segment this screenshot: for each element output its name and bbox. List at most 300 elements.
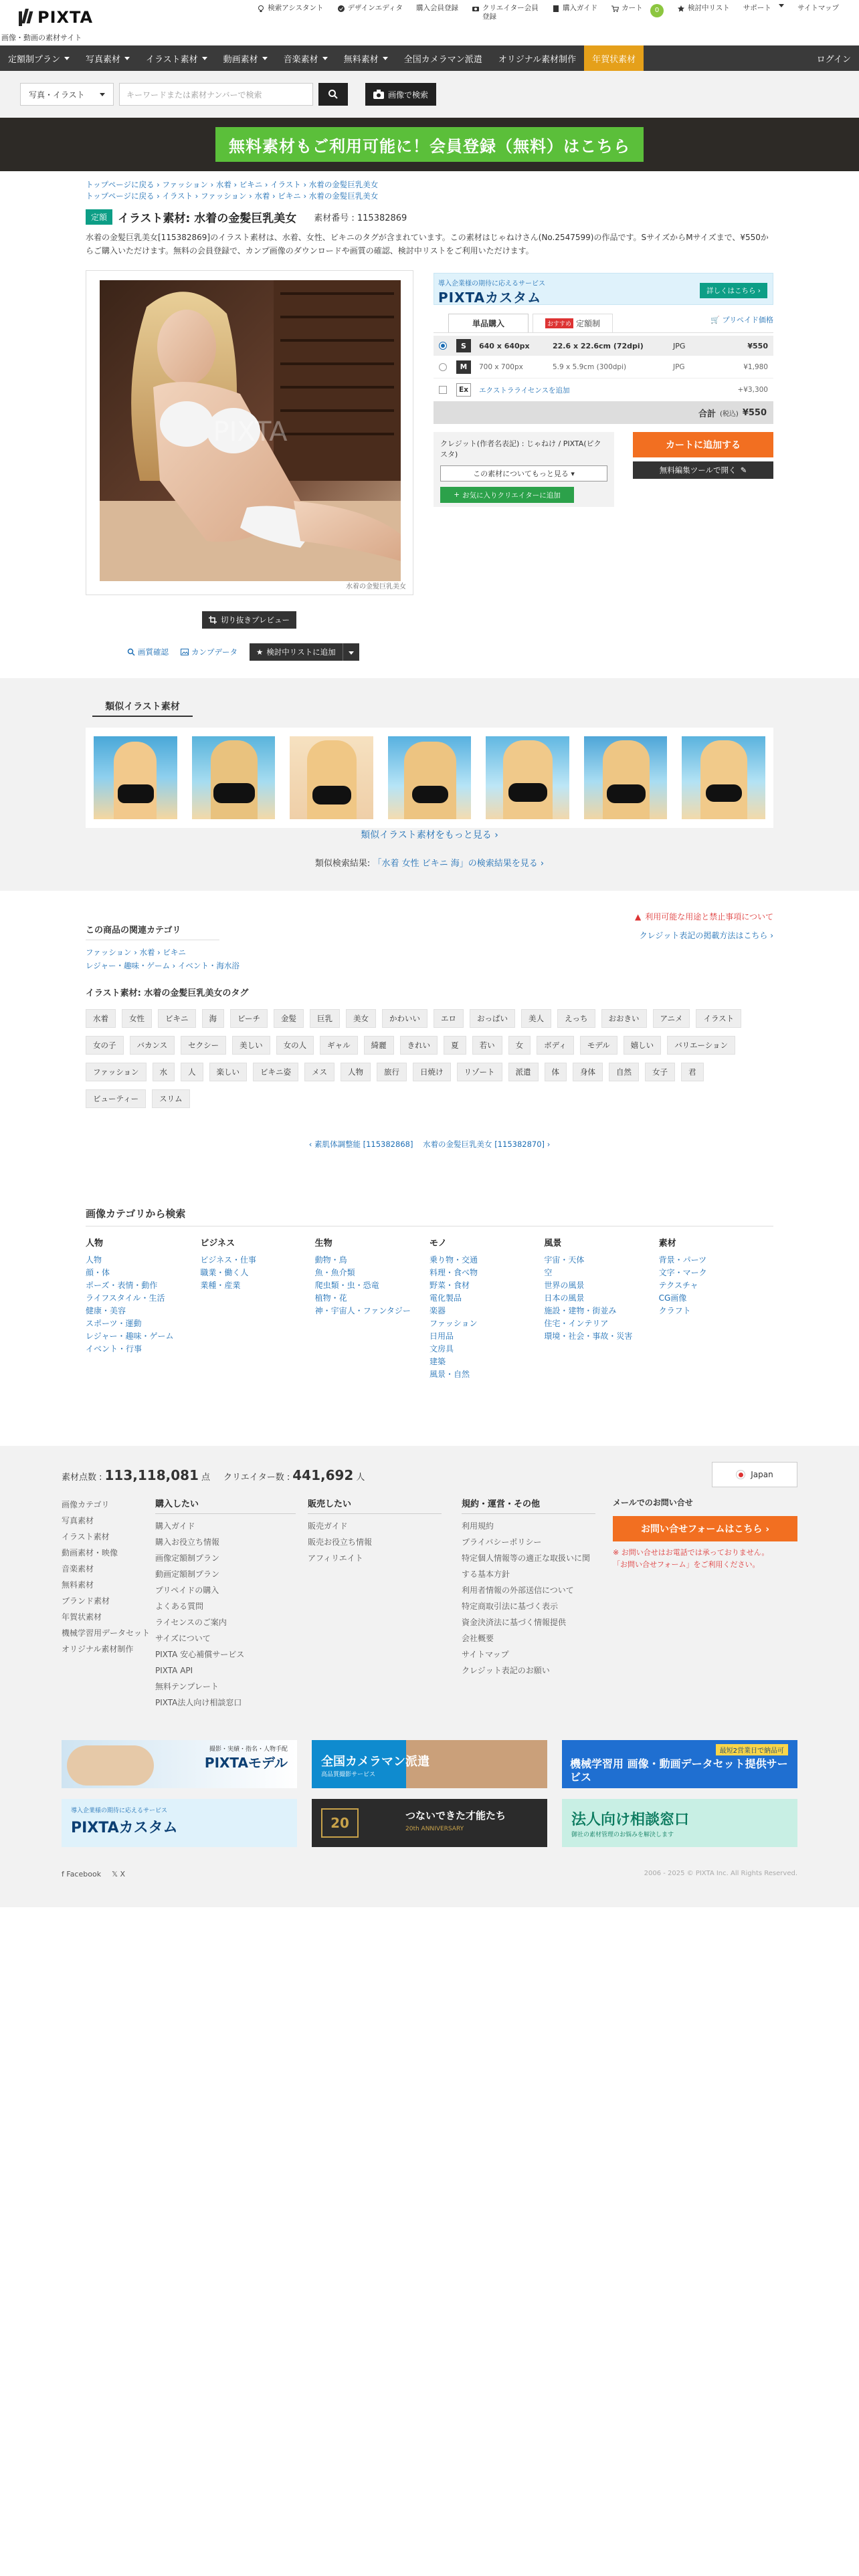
ex-license-price: +¥3,300 xyxy=(737,386,768,394)
tag-chip[interactable]: 身体 xyxy=(573,1063,603,1081)
size-row-s[interactable] xyxy=(434,336,773,356)
material-number: 素材番号 : 115382869 xyxy=(314,213,407,223)
similar-thumbnail[interactable] xyxy=(94,736,177,819)
ad-pixta-model[interactable] xyxy=(62,1740,297,1788)
tag-chip[interactable]: 旅行 xyxy=(377,1063,407,1081)
category-link[interactable]: クラフト xyxy=(658,1306,691,1315)
category-link[interactable]: 日用品 xyxy=(429,1331,454,1341)
tab-single[interactable]: 単品購入 xyxy=(448,314,529,332)
topnav-label: 検索アシスタント xyxy=(268,4,324,12)
tag-chip[interactable]: 嬉しい xyxy=(624,1036,662,1055)
tag-chip[interactable]: ビューティー xyxy=(86,1089,146,1108)
category-link[interactable]: CG画像 xyxy=(658,1293,687,1303)
footer-terms-links xyxy=(462,1518,595,1679)
topnav-sitemap[interactable] xyxy=(791,3,846,23)
plus-icon: + xyxy=(454,491,460,499)
footer-link[interactable]: 購入お役立ち情報 xyxy=(155,1537,220,1547)
topnav-label: 検討中リスト xyxy=(688,4,730,12)
total-row xyxy=(434,401,773,424)
similar-search-link[interactable]: 「水着 女性 ビキニ 海」の検索結果を見る › xyxy=(373,859,545,869)
ex-license-row[interactable] xyxy=(434,379,773,401)
page-title: イラスト素材: 水着の金髪巨乳美女 xyxy=(118,212,297,225)
nav-label: 年賀状素材 xyxy=(592,54,636,65)
more-about-button[interactable]: この素材についてもっと見る ▾ xyxy=(440,465,607,481)
category-link[interactable]: 野菜・食材 xyxy=(429,1281,470,1290)
facebook-icon: f xyxy=(62,1870,64,1879)
footer-link[interactable]: 機械学習用データセット xyxy=(62,1628,151,1638)
size-code: Ex xyxy=(456,383,471,397)
related-category-link[interactable]: ファッション › 水着 › ビキニ xyxy=(86,948,186,957)
category-column xyxy=(544,1236,658,1381)
size-format: JPG xyxy=(673,362,685,371)
tag-chip[interactable]: モデル xyxy=(580,1036,617,1055)
footer-sell-heading: 販売したい xyxy=(308,1497,442,1514)
pager xyxy=(86,1139,773,1150)
footer-link[interactable]: アフィリエイト xyxy=(308,1553,363,1563)
footer-terms-heading: 規約・運営・その他 xyxy=(462,1497,595,1514)
mail-note: ※ お問い合せはお電話では承っておりません。 xyxy=(613,1548,769,1557)
tag-chip[interactable]: ビーチ xyxy=(230,1009,268,1028)
category-column-title: 素材 xyxy=(658,1239,676,1249)
cart-icon: 🛒 xyxy=(710,315,720,324)
category-link[interactable]: スポーツ・運動 xyxy=(86,1319,142,1328)
related-category-link[interactable]: レジャー・趣味・ゲーム › イベント・海水浴 xyxy=(86,961,240,970)
footer-link[interactable]: 購入ガイド xyxy=(155,1521,195,1531)
nav-video[interactable] xyxy=(215,45,276,71)
tag-chip[interactable]: バカンス xyxy=(130,1036,175,1055)
similar-heading: 類似イラスト素材 xyxy=(92,700,193,717)
category-columns xyxy=(86,1236,773,1381)
tag-chip[interactable]: きれい xyxy=(400,1036,438,1055)
category-link[interactable]: 人物 xyxy=(86,1255,102,1265)
crop-preview-label: 切り抜きプレビュー xyxy=(221,615,290,625)
tag-chip[interactable]: エロ xyxy=(434,1009,464,1028)
tag-chip[interactable]: 女子 xyxy=(645,1063,675,1081)
tag-chip[interactable]: 海 xyxy=(202,1009,225,1028)
ad-sub: 20th ANNIVERSARY xyxy=(405,1826,464,1832)
nav-nengajo[interactable] xyxy=(584,45,644,71)
title-row xyxy=(86,209,773,225)
main-nav xyxy=(0,45,859,71)
custom-banner-button[interactable]: 詳しくはこちら › xyxy=(700,283,767,298)
watermark: PIXTA xyxy=(213,417,288,447)
similar-thumbnail[interactable] xyxy=(682,736,765,819)
recommended-badge: おすすめ xyxy=(545,318,573,328)
footer-link[interactable]: クレジット表記のお願い xyxy=(462,1666,550,1675)
image-caption: 水着の金髪巨乳美女 xyxy=(346,583,406,591)
topnav-design-editor[interactable] xyxy=(330,3,409,23)
category-column-title: ビジネス xyxy=(200,1239,235,1249)
footer-mail xyxy=(613,1497,797,1570)
topnav-label: サポート xyxy=(743,4,771,12)
similar-thumbnail[interactable] xyxy=(388,736,472,819)
nav-label: 定額制プラン xyxy=(8,54,61,65)
count-unit: 点 xyxy=(201,1473,210,1483)
search-button[interactable] xyxy=(318,83,348,106)
copyright: 2006 - 2025 © PIXTA Inc. All Rights Reserved. xyxy=(644,1870,797,1877)
similar-more-link[interactable] xyxy=(0,828,859,841)
category-link[interactable]: 世界の風景 xyxy=(544,1281,585,1290)
add-to-cart-button[interactable]: カートに追加する xyxy=(633,432,773,457)
footer-link[interactable]: 特定商取引法に基づく表示 xyxy=(462,1602,559,1611)
credit-method-link[interactable]: クレジット表記の掲載方法はこちら › xyxy=(639,931,773,940)
category-link[interactable]: 健康・美容 xyxy=(86,1306,126,1315)
x-label: X xyxy=(120,1870,125,1879)
tag-chip[interactable]: 美しい xyxy=(232,1036,270,1055)
nav-plan[interactable] xyxy=(0,45,78,71)
category-link[interactable]: 神・宇宙人・ファンタジー xyxy=(314,1306,411,1315)
footer-link[interactable]: 会社概要 xyxy=(462,1634,494,1643)
ad-title: 全国カメラマン派遣 xyxy=(321,1755,430,1769)
topnav-support[interactable] xyxy=(737,3,791,23)
tag-chip[interactable]: ギャル xyxy=(320,1036,358,1055)
footer-link[interactable]: 音楽素材 xyxy=(62,1564,94,1574)
topnav-cart[interactable] xyxy=(604,3,670,23)
logo[interactable] xyxy=(19,8,93,27)
nav-label: 全国カメラマン派遣 xyxy=(403,54,482,65)
image-search-label: 画像で検索 xyxy=(388,90,429,100)
footer-link[interactable]: 販売お役立ち情報 xyxy=(308,1537,373,1547)
ad-title: 機械学習用 画像・動画データセット提供サービス xyxy=(570,1757,788,1784)
category-column xyxy=(200,1236,314,1381)
nav-cameraman[interactable] xyxy=(396,45,490,71)
search-icon xyxy=(328,89,339,100)
category-link[interactable]: 魚・魚介類 xyxy=(314,1268,355,1277)
footer-link[interactable]: プリペイドの購入 xyxy=(155,1586,219,1595)
tag-chip[interactable]: 女 xyxy=(508,1036,531,1055)
chevron-down-icon xyxy=(779,4,784,7)
similar-thumbnail[interactable] xyxy=(486,736,569,819)
footer-link[interactable]: ブランド素材 xyxy=(62,1596,110,1606)
tag-chip[interactable]: 金髪 xyxy=(274,1009,304,1028)
register-banner-button[interactable]: 無料素材もご利用可能に！会員登録（無料）はこちら xyxy=(215,127,644,162)
footer-link[interactable]: 無料テンプレート xyxy=(155,1682,219,1691)
tag-chip[interactable]: 女性 xyxy=(122,1009,152,1028)
category-link[interactable]: 顔・体 xyxy=(86,1268,110,1277)
size-code: M xyxy=(456,360,471,374)
tag-chip[interactable]: 君 xyxy=(681,1063,704,1081)
tag-chip[interactable]: 夏 xyxy=(444,1036,466,1055)
similar-search xyxy=(0,856,859,869)
topnav-search-assistant[interactable] xyxy=(250,3,330,23)
footer-link[interactable]: 利用規約 xyxy=(462,1521,494,1531)
x-icon: 𝕏 xyxy=(112,1870,118,1879)
footer-link[interactable]: 画像定額制プラン xyxy=(155,1553,220,1563)
footer-link[interactable]: 資金決済法に基づく情報提供 xyxy=(462,1618,567,1627)
category-link[interactable]: ポーズ・表情・動作 xyxy=(86,1281,158,1290)
category-heading: 画像カテゴリから検索 xyxy=(86,1206,773,1226)
ad-title: PIXTAカスタム xyxy=(71,1820,178,1836)
tag-chip[interactable]: 自然 xyxy=(609,1063,639,1081)
tag-chip[interactable]: おおきい xyxy=(601,1009,647,1028)
category-link[interactable]: イベント・行事 xyxy=(86,1344,142,1354)
tag-chip[interactable]: メス xyxy=(304,1063,335,1081)
footer xyxy=(0,1446,859,1907)
category-link[interactable]: 背景・パーツ xyxy=(658,1255,707,1265)
ad-cameraman[interactable] xyxy=(312,1740,547,1788)
mail-heading: メールでのお問い合せ xyxy=(613,1498,693,1507)
tag-chip[interactable]: ボディ xyxy=(537,1036,574,1055)
footer-link[interactable]: オリジナル素材制作 xyxy=(62,1644,134,1654)
footer-link[interactable]: プライバシーポリシー xyxy=(462,1537,542,1547)
check-circle-icon xyxy=(337,5,345,13)
main-content xyxy=(0,179,859,257)
tag-chip[interactable]: 若い xyxy=(472,1036,502,1055)
category-link[interactable]: 住宅・インテリア xyxy=(544,1319,609,1328)
top-nav xyxy=(250,3,846,23)
category-link[interactable]: 空 xyxy=(544,1268,553,1277)
comp-link-label: カンプデータ xyxy=(191,647,237,657)
mail-note: 「お問い合せフォーム」をご利用ください。 xyxy=(613,1560,760,1569)
category-select[interactable] xyxy=(20,83,114,106)
category-column-title: 生物 xyxy=(314,1239,332,1249)
category-link[interactable]: 日本の風景 xyxy=(544,1293,585,1303)
nav-label: イラスト素材 xyxy=(146,54,198,65)
footer-left-links xyxy=(62,1497,155,1657)
tag-chip[interactable]: えっち xyxy=(557,1009,595,1028)
breadcrumb[interactable]: トップページに戻る › イラスト › ファッション › 水着 › ビキニ › 水着の金髪巨乳美女 xyxy=(86,191,379,201)
radio-s[interactable] xyxy=(439,342,447,350)
footer-link[interactable]: 利用者情報の外部送信について xyxy=(462,1586,574,1595)
topnav-label: デザインエディタ xyxy=(347,4,403,12)
footer-link[interactable]: イラスト素材 xyxy=(62,1532,110,1541)
tag-chip[interactable]: アニメ xyxy=(653,1009,690,1028)
tagline: 画像・動画の素材サイト xyxy=(1,33,82,42)
custom-banner[interactable] xyxy=(434,273,773,305)
category-column xyxy=(86,1236,200,1381)
tab-plan[interactable] xyxy=(533,314,613,332)
breadcrumb[interactable]: トップページに戻る › ファッション › 水着 › ビキニ › イラスト › 水着の金髪巨乳美女 xyxy=(86,180,379,189)
similar-section xyxy=(0,678,859,891)
search-input[interactable]: キーワードまたは素材ナンバーで検索 xyxy=(119,83,313,106)
tag-chip[interactable]: おっぱい xyxy=(470,1009,515,1028)
size-price: ¥550 xyxy=(747,341,768,350)
footer-link[interactable]: 無料素材 xyxy=(62,1580,94,1590)
usage-warning-link[interactable] xyxy=(635,911,773,922)
purchase-actions xyxy=(434,432,773,512)
nav-music[interactable] xyxy=(276,45,336,71)
tag-chip[interactable]: 人物 xyxy=(341,1063,371,1081)
tag-chip[interactable]: 巨乳 xyxy=(310,1009,340,1028)
similar-thumbnail[interactable] xyxy=(192,736,276,819)
tag-chip[interactable]: イラスト xyxy=(696,1009,741,1028)
category-link[interactable]: 電化製品 xyxy=(429,1293,462,1303)
similar-thumbnail[interactable] xyxy=(290,736,373,819)
preview-actions xyxy=(127,643,359,661)
prev-item-link[interactable]: ‹ 素肌体調整能 [115382868] xyxy=(308,1140,413,1149)
x-link[interactable] xyxy=(112,1870,125,1879)
tag-chip[interactable]: ビキニ xyxy=(158,1009,196,1028)
tag-chip[interactable]: 女の子 xyxy=(86,1036,124,1055)
category-link[interactable]: 業種・産業 xyxy=(200,1281,241,1290)
footer-link[interactable]: 年賀状素材 xyxy=(62,1612,102,1622)
edit-tool-label: 無料編集ツールで開く xyxy=(659,465,737,475)
prepaid-link[interactable] xyxy=(710,314,773,325)
footer-link[interactable]: ライセンスのご案内 xyxy=(155,1618,227,1627)
category-link[interactable]: 職業・働く人 xyxy=(200,1268,249,1277)
category-link[interactable]: 爬虫類・虫・恐竜 xyxy=(314,1281,379,1290)
tag-chip[interactable]: 女の人 xyxy=(276,1036,314,1055)
image-search-button[interactable] xyxy=(365,83,436,106)
category-link[interactable]: ファッション xyxy=(429,1319,478,1328)
fav-creator-button[interactable] xyxy=(440,487,574,503)
topnav-creator-register[interactable] xyxy=(465,3,545,23)
footer-link[interactable]: PIXTA法人向け相談窓口 xyxy=(155,1698,242,1707)
category-link[interactable]: 施設・建物・街並み xyxy=(544,1306,617,1315)
credit-label: クレジット(作者名表記) : じゃねけ / PIXTA(ピクスタ) xyxy=(440,439,601,459)
category-link[interactable]: 動物・鳥 xyxy=(314,1255,347,1265)
category-link[interactable]: 文房具 xyxy=(429,1344,454,1354)
topnav-guide[interactable] xyxy=(545,3,604,23)
ex-license-link[interactable]: エクストラライセンスを追加 xyxy=(479,386,570,395)
footer-link[interactable]: サイズについて xyxy=(155,1634,211,1643)
category-link[interactable]: 乗り物・交通 xyxy=(429,1255,478,1265)
size-px: 640 x 640px xyxy=(479,341,530,350)
chevron-down-icon xyxy=(262,57,268,60)
tag-chip[interactable]: かわいい xyxy=(382,1009,427,1028)
tag-chip[interactable]: ビキニ姿 xyxy=(253,1063,298,1081)
favorite-button[interactable] xyxy=(250,643,359,661)
footer-link[interactable]: 写真素材 xyxy=(62,1516,94,1525)
camera-icon xyxy=(373,90,384,99)
ad-title: つないできた才能たち xyxy=(405,1810,506,1822)
category-column-title: 人物 xyxy=(86,1239,104,1249)
category-column-title: モノ xyxy=(429,1239,447,1249)
tag-chip[interactable]: 日焼け xyxy=(413,1063,451,1081)
tag-chip[interactable]: リゾート xyxy=(457,1063,502,1081)
nav-original[interactable] xyxy=(490,45,584,71)
total-label: 合計 xyxy=(698,409,716,419)
size-cm: 22.6 x 22.6cm (72dpi) xyxy=(553,341,644,350)
ad-corporate[interactable] xyxy=(562,1799,797,1847)
nav-label: 動画素材 xyxy=(223,54,258,65)
custom-banner-title: PIXTAカスタム xyxy=(438,290,542,306)
chevron-down-icon[interactable] xyxy=(343,647,359,657)
nav-free[interactable] xyxy=(336,45,396,71)
topnav-register[interactable] xyxy=(409,3,465,23)
nav-photo[interactable] xyxy=(78,45,138,71)
comp-link[interactable] xyxy=(181,647,237,657)
contact-form-button[interactable]: お問い合せフォームはこちら › xyxy=(613,1516,797,1541)
footer-link[interactable]: PIXTA API xyxy=(155,1666,193,1675)
tag-chip[interactable]: 楽しい xyxy=(209,1063,248,1081)
total-price: ¥550 xyxy=(742,407,767,418)
chevron-down-icon xyxy=(383,57,388,60)
count-label: 素材点数 : xyxy=(62,1473,102,1483)
size-code: S xyxy=(456,339,471,352)
nav-illust[interactable] xyxy=(138,45,215,71)
radio-m[interactable] xyxy=(439,363,447,371)
nav-label: オリジナル素材制作 xyxy=(498,54,577,65)
tag-chip[interactable]: 綺麗 xyxy=(364,1036,394,1055)
ex-license-checkbox[interactable] xyxy=(439,386,447,394)
category-link[interactable]: 風景・自然 xyxy=(429,1370,470,1379)
register-banner xyxy=(0,118,859,171)
camera-icon xyxy=(472,5,480,13)
creator-label: クリエイター数 : xyxy=(223,1473,290,1483)
next-item-link[interactable]: 水着の金髪巨乳美女 [115382870] › xyxy=(423,1140,551,1149)
size-cm: 5.9 x 5.9cm (300dpi) xyxy=(553,362,627,371)
chevron-down-icon xyxy=(100,93,105,96)
purchase-panel xyxy=(434,273,773,512)
category-link[interactable]: 楽器 xyxy=(429,1306,446,1315)
category-link[interactable]: 文字・マーク xyxy=(658,1268,707,1277)
footer-link[interactable]: PIXTA 安心補償サービス xyxy=(155,1650,245,1659)
category-link[interactable]: 植物・花 xyxy=(314,1293,347,1303)
footer-link[interactable]: 特定個人情報等の適正な取扱いに関する基本方針 xyxy=(462,1553,591,1579)
footer-link[interactable]: よくある質問 xyxy=(155,1602,204,1611)
category-link[interactable]: 料理・食べ物 xyxy=(429,1268,478,1277)
footer-link[interactable]: 販売ガイド xyxy=(308,1521,348,1531)
language-select[interactable] xyxy=(712,1462,797,1487)
tag-chip[interactable]: 水 xyxy=(153,1063,175,1081)
category-link[interactable]: ビジネス・仕事 xyxy=(200,1255,256,1265)
custom-banner-sub: 導入企業様の期待に応えるサービス xyxy=(438,280,545,288)
ad-title: PIXTAモデル xyxy=(204,1755,288,1771)
tag-chip[interactable]: スリム xyxy=(152,1089,190,1108)
crop-preview-button[interactable] xyxy=(202,611,296,629)
tag-chip[interactable]: 人 xyxy=(181,1063,203,1081)
tag-chip[interactable]: 美人 xyxy=(521,1009,551,1028)
similar-thumbnail[interactable] xyxy=(584,736,668,819)
footer-link[interactable]: 動画定額制プラン xyxy=(155,1570,220,1579)
book-icon xyxy=(552,5,560,13)
ad-sub: 最短2営業日で納品可 xyxy=(716,1744,788,1755)
quality-link[interactable] xyxy=(127,647,169,657)
topnav-favorites[interactable] xyxy=(670,3,737,23)
facebook-link[interactable] xyxy=(62,1870,101,1879)
category-link[interactable]: 環境・社会・事故・災害 xyxy=(544,1331,633,1341)
category-link[interactable]: テクスチャ xyxy=(658,1281,698,1290)
category-select-value: 写真・イラスト xyxy=(29,90,85,100)
tag-chip[interactable]: バリエーション xyxy=(667,1036,735,1055)
category-link[interactable]: レジャー・趣味・ゲーム xyxy=(86,1331,174,1341)
preview-frame xyxy=(86,270,413,595)
tag-chip[interactable]: ファッション xyxy=(86,1063,147,1081)
category-link[interactable]: 宇宙・天体 xyxy=(544,1255,585,1265)
ad-dataset[interactable] xyxy=(562,1740,797,1788)
tag-chip[interactable]: セクシー xyxy=(181,1036,226,1055)
edit-tool-button[interactable] xyxy=(633,461,773,479)
footer-link[interactable]: 動画素材・映像 xyxy=(62,1548,118,1558)
ad-pixta-custom[interactable] xyxy=(62,1799,297,1847)
footer-link[interactable]: 画像カテゴリ xyxy=(62,1500,110,1509)
footer-terms xyxy=(462,1497,595,1679)
size-row-m[interactable] xyxy=(434,356,773,379)
ad-anniversary[interactable] xyxy=(312,1799,547,1847)
category-link[interactable]: 建築 xyxy=(429,1357,446,1366)
similar-thumbs xyxy=(86,728,773,828)
warning-icon: ▲ xyxy=(635,911,642,922)
category-link[interactable]: ライフスタイル・生活 xyxy=(86,1293,165,1303)
size-format: JPG xyxy=(673,341,686,350)
tag-chip[interactable]: 派遣 xyxy=(508,1063,539,1081)
facebook-label: Facebook xyxy=(66,1870,102,1879)
nav-label: 音楽素材 xyxy=(283,54,318,65)
tag-chip[interactable]: 美女 xyxy=(346,1009,376,1028)
footer-link[interactable]: サイトマップ xyxy=(462,1650,509,1659)
ad-sub: 導入企業様の期待に応えるサービス xyxy=(71,1808,168,1814)
login-link[interactable]: ログイン xyxy=(816,54,851,65)
ad-sub: 御社の素材管理のお悩みを解決します xyxy=(571,1832,674,1838)
ad-title: 法人向け相談窓口 xyxy=(571,1812,690,1828)
usage-warning-label: 利用可能な用途と禁止事項について xyxy=(645,912,773,922)
total-tax: (税込) xyxy=(720,410,739,418)
tag-chip[interactable]: 水着 xyxy=(86,1009,116,1028)
tag-chip[interactable]: 体 xyxy=(545,1063,567,1081)
stats xyxy=(62,1467,365,1483)
preview-image[interactable] xyxy=(100,280,401,581)
